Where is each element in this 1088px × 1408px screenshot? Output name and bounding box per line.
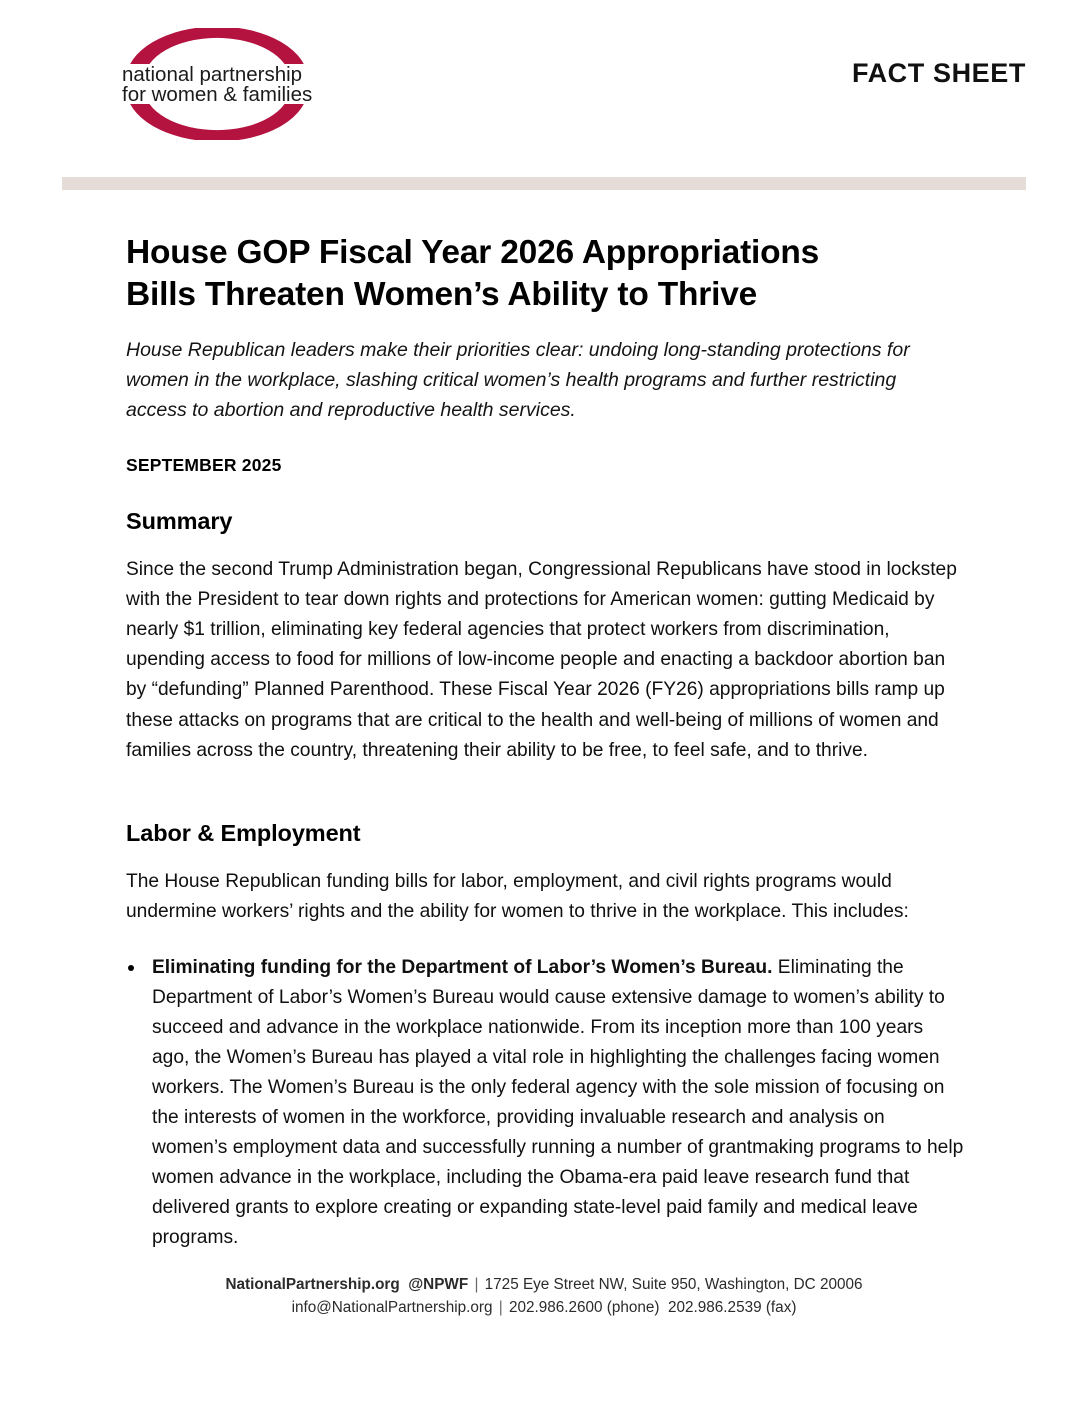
- header-divider-bar: [62, 177, 1026, 190]
- bullet-dot-icon: [128, 965, 134, 971]
- page-title: [126, 232, 964, 316]
- page-title-line-2: Bills Threaten Women’s Ability to Thrive: [126, 276, 758, 314]
- page-title-line-1: House GOP Fiscal Year 2026 Appropriations: [126, 234, 820, 271]
- footer-website[interactable]: NationalPartnership.org: [225, 1276, 400, 1293]
- labor-intro-paragraph: The House Republican funding bills for labor, employment, and civil rights programs would undermine workers’ rights and the ability for women to thrive in the workplace. This includes:: [126, 870, 909, 922]
- page-header: [0, 0, 1088, 160]
- footer-phone: 202.986.2600 (phone): [508, 1298, 660, 1316]
- publication-date: SEPTEMBER 2025: [126, 455, 282, 476]
- footer-separator-1: |: [474, 1276, 479, 1293]
- footer-separator-2: |: [498, 1298, 503, 1316]
- organization-logo: [114, 28, 320, 140]
- document-type-label: FACT SHEET: [851, 58, 1026, 88]
- footer-email[interactable]: info@NationalPartnership.org: [291, 1298, 493, 1316]
- footer-address: 1725 Eye Street NW, Suite 950, Washington, DC 20006: [484, 1276, 863, 1293]
- footer-line-2: [0, 1297, 1088, 1320]
- footer-social-handle[interactable]: @NPWF: [408, 1276, 469, 1293]
- page-subtitle: House Republican leaders make their priorities clear: undoing long-standing protections for women in the workplace, slashing critical women’s health programs and further restricting access to abortion and reproductive health services.: [126, 339, 910, 421]
- summary-paragraph: Since the second Trump Administration began, Congressional Republicans have stood in lockstep with the President to tear down rights and protections for American women: gutting Medicaid by nearly $1 trillion, eliminating key federal agencies that protect workers from discrimination, upending access to food for millions of low-income people and enacting a backdoor abortion ban by “defunding” Planned Parenthood. These Fiscal Year 2026 (FY26) appropriations bills ramp up these attacks on programs that are critical to the health and well-being of millions of women and families across the country, threatening their ability to be free, to feel safe, and to thrive.: [126, 559, 957, 761]
- labor-bullet-list: [126, 953, 964, 1253]
- footer-line-1: [0, 1274, 1088, 1297]
- section-heading-labor-employment: Labor & Employment: [126, 819, 361, 846]
- logo-text-line-2: for women & families: [122, 83, 313, 106]
- list-item-text: Eliminating the Department of Labor’s Women’s Bureau would cause extensive damage to women’s ability to succeed and advance in the workplace nationwide. From its inception more than 100 years ago, the Women’s Bureau has played a vital role in highlighting the challenges facing women workers. The Women’s Bureau is the only federal agency with the sole mission of focusing on the interests of women in the workforce, providing invaluable research and analysis on women’s employment data and successfully running a number of grantmaking programs to help women advance in the workplace, including the Obama-era paid leave research fund that delivered grants to explore creating or expanding state-level paid family and medical leave programs.: [152, 956, 964, 1249]
- logo-text-line-1: national partnership: [122, 63, 303, 86]
- list-item: [126, 953, 964, 1253]
- list-item-lead: Eliminating funding for the Department of Labor’s Women’s Bureau.: [152, 956, 773, 978]
- document-body: [126, 232, 964, 1253]
- page-footer: [0, 1274, 1088, 1319]
- section-heading-summary: Summary: [126, 508, 233, 535]
- footer-fax: 202.986.2539 (fax): [668, 1298, 797, 1316]
